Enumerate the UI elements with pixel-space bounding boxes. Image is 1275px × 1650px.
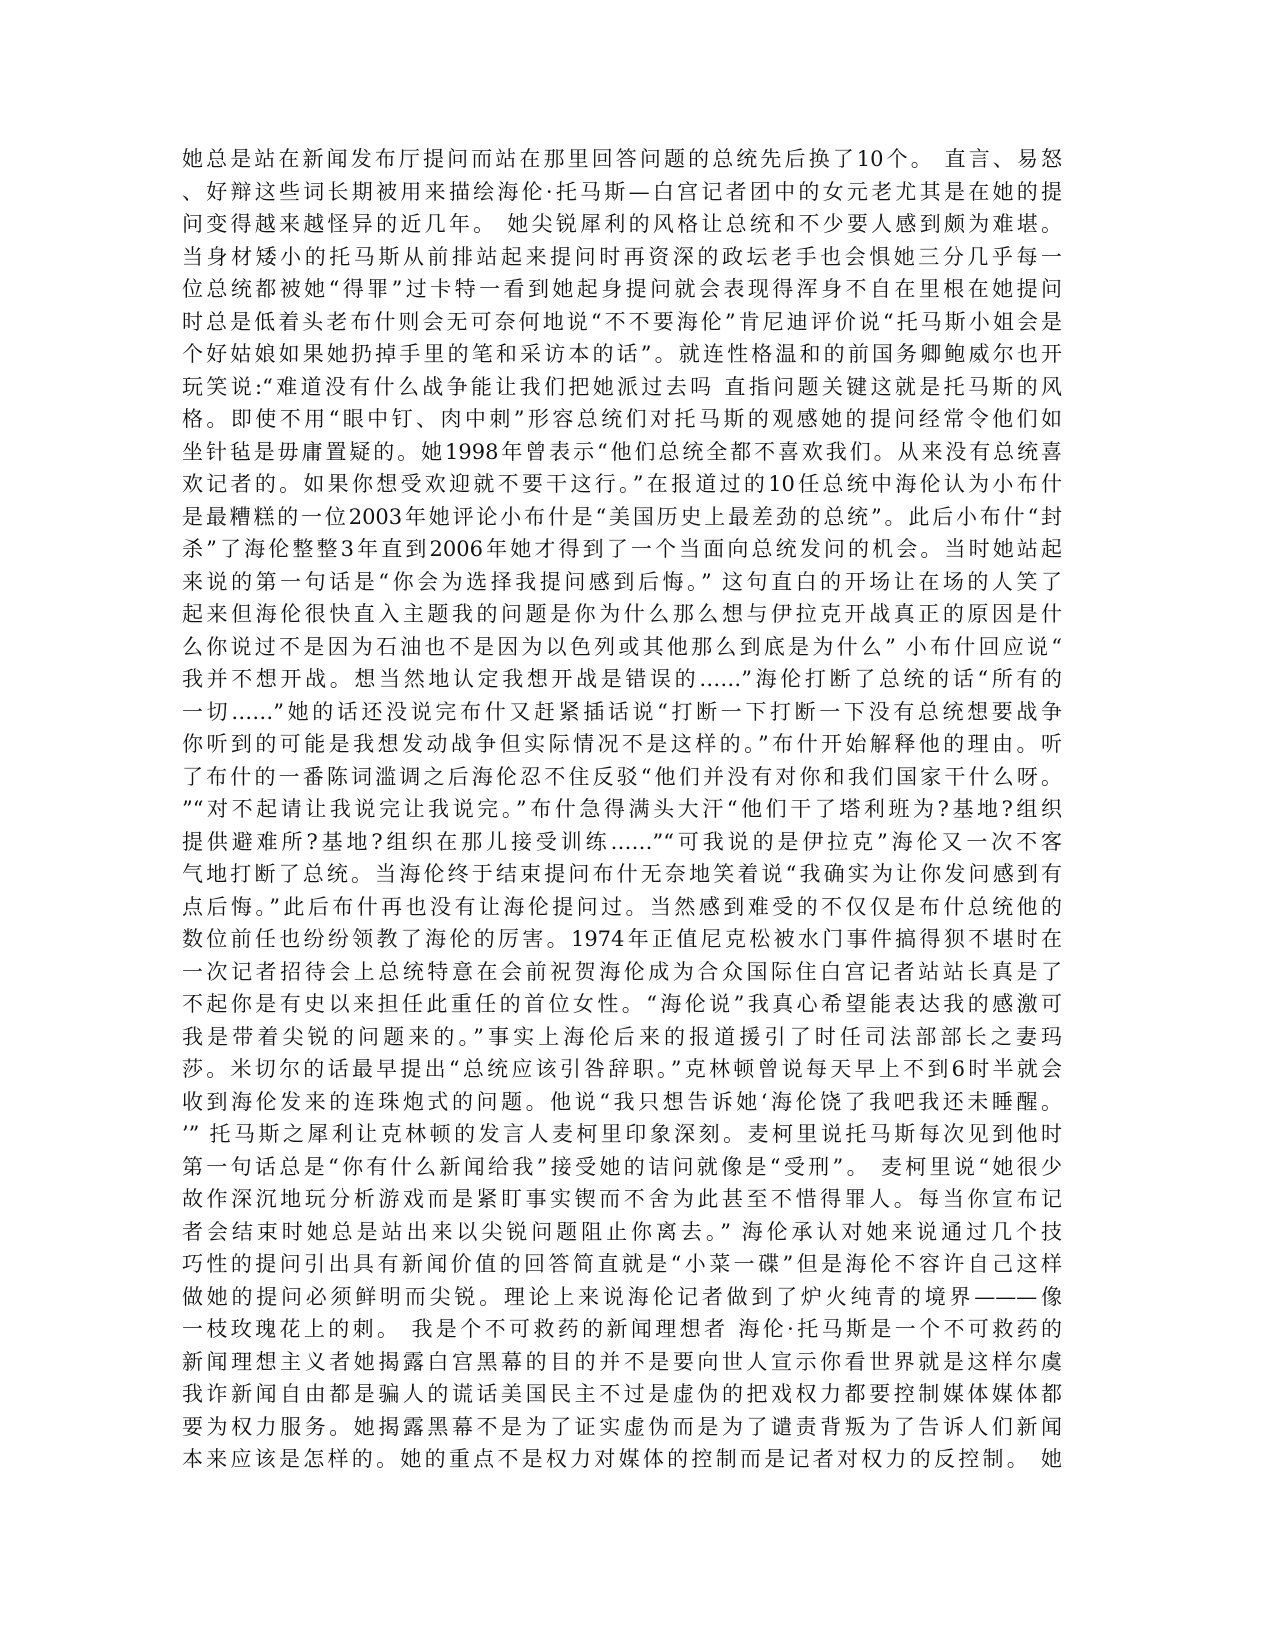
text-line: 问变得越来越怪异的近几年。 她尖锐犀利的风格让总统和不少要人感到颇为难堪。 (182, 212, 1062, 236)
text-line: 我并不想开战。想当然地认定我想开战是错误的……”海伦打断了总统的话“所有的 (182, 667, 1062, 691)
text-line: 我是带着尖锐的问题来的。”事实上海伦后来的报道援引了时任司法部部长之妻玛 (182, 1024, 1062, 1049)
text-line: 做她的提问必须鲜明而尖锐。理论上来说海伦记者做到了炉火纯青的境界———像 (182, 1284, 1062, 1309)
text-line: 她总是站在新闻发布厅提问而站在那里回答问题的总统先后换了10个。 直言、易怒 (182, 147, 1062, 171)
text-line: 坐针毡是毋庸置疑的。她1998年曾表示“他们总统全都不喜欢我们。从来没有总统喜 (182, 439, 1062, 464)
text-line: 格。即使不用“眼中钉、肉中刺”形容总统们对托马斯的观感她的提问经常令他们如 (182, 407, 1062, 431)
text-line: 杀”了海伦整整3年直到2006年她才得到了一个当面向总统发问的机会。当时她站起 (182, 537, 1062, 561)
text-line: 莎。米切尔的话最早提出“总统应该引咎辞职。”克林顿曾说每天早上不到6时半就会 (182, 1057, 1062, 1081)
text-line: 一枝玫瑰花上的刺。 我是个不可救药的新闻理想者 海伦·托马斯是一个不可救药的 (182, 1317, 1062, 1341)
text-line: 我诈新闻自由都是骗人的谎话美国民主不过是虚伪的把戏权力都要控制媒体媒体都 (182, 1382, 1062, 1406)
text-line: 收到海伦发来的连珠炮式的问题。他说“我只想告诉她‘海伦饶了我吧我还未睡醒。 (182, 1089, 1062, 1114)
text-line: 本来应该是怎样的。她的重点不是权力对媒体的控制而是记者对权力的反控制。 她 (182, 1447, 1062, 1471)
text-line: 不起你是有史以来担任此重任的首位女性。“海伦说”我真心希望能表达我的感激可 (182, 992, 1062, 1016)
text-line: 第一句话总是“你有什么新闻给我”接受她的诘问就像是“受刑”。 麦柯里说“她很少 (182, 1154, 1062, 1179)
text-line: 当身材矮小的托马斯从前排站起来提问时再资深的政坛老手也会惧她三分几乎每一 (182, 244, 1062, 269)
text-line: 巧性的提问引出具有新闻价值的回答简直就是“小菜一碟”但是海伦不容许自己这样 (182, 1252, 1062, 1276)
text-line: 是最糟糕的一位2003年她评论小布什是“美国历史上最差劲的总统”。此后小布什“封 (182, 504, 1062, 529)
text-line: 要为权力服务。她揭露黑幕不是为了证实虚伪而是为了谴责背叛为了告诉人们新闻 (182, 1414, 1062, 1439)
text-line: 么你说过不是因为石油也不是因为以色列或其他那么到底是为什么” 小布什回应说“ (182, 634, 1062, 659)
text-line: 新闻理想主义者她揭露白宫黑幕的目的并不是要向世人宣示你看世界就是这样尔虞 (182, 1349, 1062, 1374)
text-line: 点后悔。”此后布什再也没有让海伦提问过。当然感到难受的不仅仅是布什总统他的 (182, 894, 1062, 919)
text-line: 个好姑娘如果她扔掉手里的笔和采访本的话”。就连性格温和的前国务卿鲍威尔也开 (182, 342, 1062, 366)
text-line: 提供避难所?基地?组织在那儿接受训练……”“可我说的是伊拉克”海伦又一次不客 (182, 829, 1062, 854)
text-line: 一次记者招待会上总统特意在会前祝贺海伦成为合众国际住白宫记者站站长真是了 (182, 959, 1062, 984)
text-line: 你听到的可能是我想发动战争但实际情况不是这样的。”布什开始解释他的理由。听 (182, 732, 1062, 756)
text-line: ’” 托马斯之犀利让克林顿的发言人麦柯里印象深刻。麦柯里说托马斯每次见到他时 (182, 1122, 1062, 1146)
text-line: 位总统都被她“得罪”过卡特一看到她起身提问就会表现得浑身不自在里根在她提问 (182, 277, 1062, 301)
text-line: 起来但海伦很快直入主题我的问题是你为什么那么想与伊拉克开战真正的原因是什 (182, 602, 1062, 626)
text-line: 数位前任也纷纷领教了海伦的厉害。1974年正值尼克松被水门事件搞得狈不堪时在 (182, 927, 1062, 951)
body-text (182, 143, 1062, 1476)
text-line: 一切……”她的话还没说完布什又赶紧插话说“打断一下打断一下没有总统想要战争 (182, 699, 1062, 724)
text-line: ”“对不起请让我说完让我说完。”布什急得满头大汗“他们干了塔利班为?基地?组织 (182, 797, 1062, 821)
text-line: 了布什的一番陈词滥调之后海伦忍不住反驳“他们并没有对你和我们国家干什么呀。 (182, 764, 1062, 789)
text-line: 气地打断了总统。当海伦终于结束提问布什无奈地笑着说“我确实为让你发问感到有 (182, 862, 1062, 886)
text-line: 故作深沉地玩分析游戏而是紧盯事实锲而不舍为此甚至不惜得罪人。每当你宣布记 (182, 1187, 1062, 1211)
text-line: 欢记者的。如果你想受欢迎就不要干这行。”在报道过的10任总统中海伦认为小布什 (182, 472, 1062, 496)
text-line: 时总是低着头老布什则会无可奈何地说“不不要海伦”肯尼迪评价说“托马斯小姐会是 (182, 309, 1062, 334)
text-line: 者会结束时她总是站出来以尖锐问题阻止你离去。” 海伦承认对她来说通过几个技 (182, 1219, 1062, 1244)
text-line: 来说的第一句话是“你会为选择我提问感到后悔。” 这句直白的开场让在场的人笑了 (182, 569, 1062, 594)
text-line: 、好辩这些词长期被用来描绘海伦·托马斯—白宫记者团中的女元老尤其是在她的提 (182, 179, 1062, 204)
text-line: 玩笑说:“难道没有什么战争能让我们把她派过去吗 直指问题关键这就是托马斯的风 (182, 374, 1062, 399)
